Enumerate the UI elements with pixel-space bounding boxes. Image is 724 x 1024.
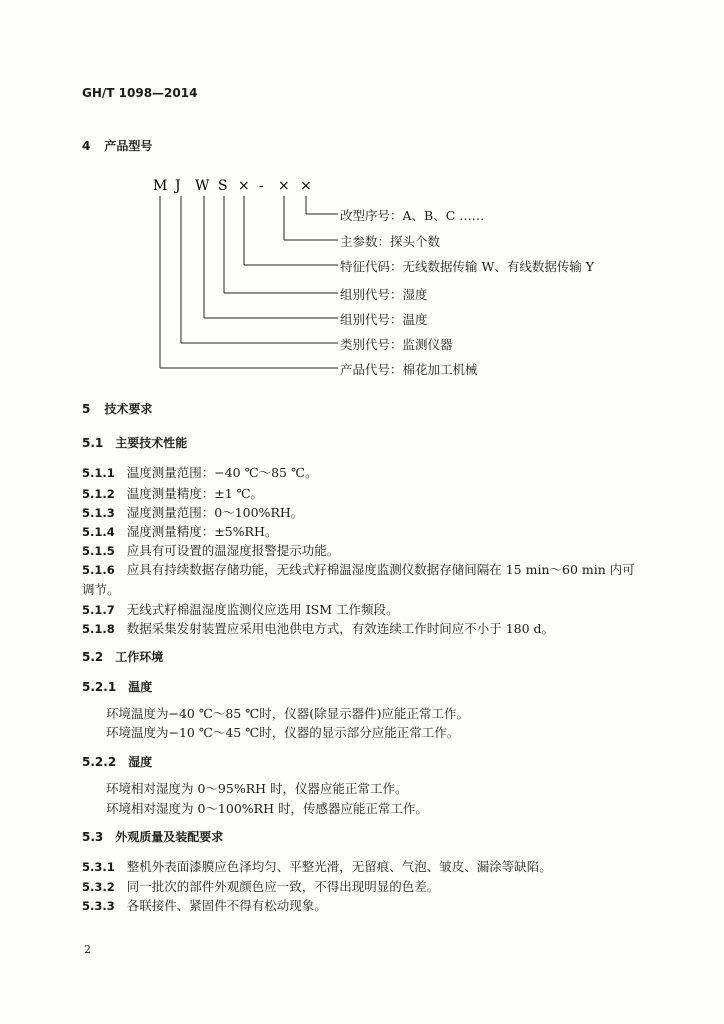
model-label-3: 特征代码：无线数据传输 W、有线数据传输 Y (340, 259, 595, 274)
section-4-title: 产品型号 (104, 139, 153, 153)
clause-5-1-8: 5.1.8 数据采集发射装置应采用电池供电方式，有效连续工作时间应不小于 180 d。 (82, 621, 555, 636)
model-code-char: S (218, 178, 228, 194)
model-code-char: J (175, 178, 181, 194)
clause-5-3-1: 5.3.1 整机外表面漆膜应色泽均匀、平整光滑，无留痕、气泡、皱皮、漏涂等缺陷。 (82, 859, 552, 874)
clause-5-1-2: 5.1.2 温度测量精度：±1 ℃。 (82, 486, 264, 501)
model-label-2: 主参数：探头个数 (340, 234, 441, 249)
model-code-char: × (278, 178, 290, 194)
model-label-5: 组别代号：温度 (340, 312, 428, 327)
section-5-number: 5 (82, 402, 91, 416)
model-label-4: 组别代号：湿度 (340, 287, 428, 302)
model-label-6: 类别代号：监测仪器 (340, 337, 453, 352)
clause-5-3-3: 5.3.3 各联接件、紧固件不得有松动现象。 (82, 898, 327, 913)
model-code-char: × (238, 178, 250, 194)
section-5-2-2-title: 湿度 (128, 755, 153, 769)
humidity-line-2: 环境相对湿度为 0～100%RH 时，传感器应能正常工作。 (106, 801, 428, 816)
clause-5-1-4: 5.1.4 湿度测量精度：±5%RH。 (82, 524, 278, 539)
clause-5-1-5: 5.1.5 应具有可设置的温湿度报警提示功能。 (82, 543, 340, 558)
clause-5-1-3: 5.1.3 湿度测量范围：0～100%RH。 (82, 505, 304, 520)
section-5-3-title: 外观质量及装配要求 (115, 830, 224, 844)
section-5-2-2-number: 5.2.2 (82, 755, 117, 769)
page-number: 2 (84, 943, 91, 956)
section-5-3-heading (82, 828, 223, 845)
model-code-char: M (153, 178, 168, 194)
section-5-2-1-heading (82, 678, 152, 695)
clause-5-1-7: 5.1.7 无线式籽棉温湿度监测仪应选用 ISM 工作频段。 (82, 602, 399, 617)
model-code-char: W (195, 178, 210, 194)
clause-5-3-2: 5.3.2 同一批次的部件外观颜色应一致，不得出现明显的色差。 (82, 879, 440, 894)
section-5-heading (82, 400, 152, 417)
humidity-line-1: 环境相对湿度为 0～95%RH 时，仪器应能正常工作。 (106, 781, 408, 796)
section-5-1-title: 主要技术性能 (115, 436, 188, 450)
section-5-2-heading (82, 648, 163, 665)
model-code-char: × (300, 178, 312, 194)
section-5-2-title: 工作环境 (115, 650, 164, 664)
temperature-line-2: 环境温度为−10 ℃～45 ℃时，仪器的显示部分应能正常工作。 (106, 725, 460, 740)
clause-5-1-1: 5.1.1 温度测量范围：−40 ℃～85 ℃。 (82, 465, 318, 480)
clause-5-1-6: 5.1.6 应具有持续数据存储功能，无线式籽棉温湿度监测仪数据存储间隔在 15 min～60 min 内可 (82, 562, 635, 577)
clause-5-1-6-cont: 调节。 (82, 582, 120, 597)
section-5-2-1-title: 温度 (128, 680, 153, 694)
model-label-7: 产品代号：棉花加工机械 (340, 362, 478, 377)
section-5-2-number: 5.2 (82, 650, 104, 664)
section-4-number: 4 (82, 139, 91, 153)
standard-number: GH/T 1098—2014 (82, 86, 198, 100)
section-5-3-number: 5.3 (82, 830, 104, 844)
section-5-title: 技术要求 (104, 402, 153, 416)
section-5-2-1-number: 5.2.1 (82, 680, 117, 694)
section-5-1-number: 5.1 (82, 436, 104, 450)
section-5-1-heading (82, 434, 187, 451)
model-label-1: 改型序号：A、B、C …… (340, 208, 485, 223)
temperature-line-1: 环境温度为−40 ℃～85 ℃时，仪器(除显示器件)应能正常工作。 (106, 706, 469, 721)
section-5-2-2-heading (82, 753, 152, 770)
model-code-char: - (259, 178, 264, 194)
